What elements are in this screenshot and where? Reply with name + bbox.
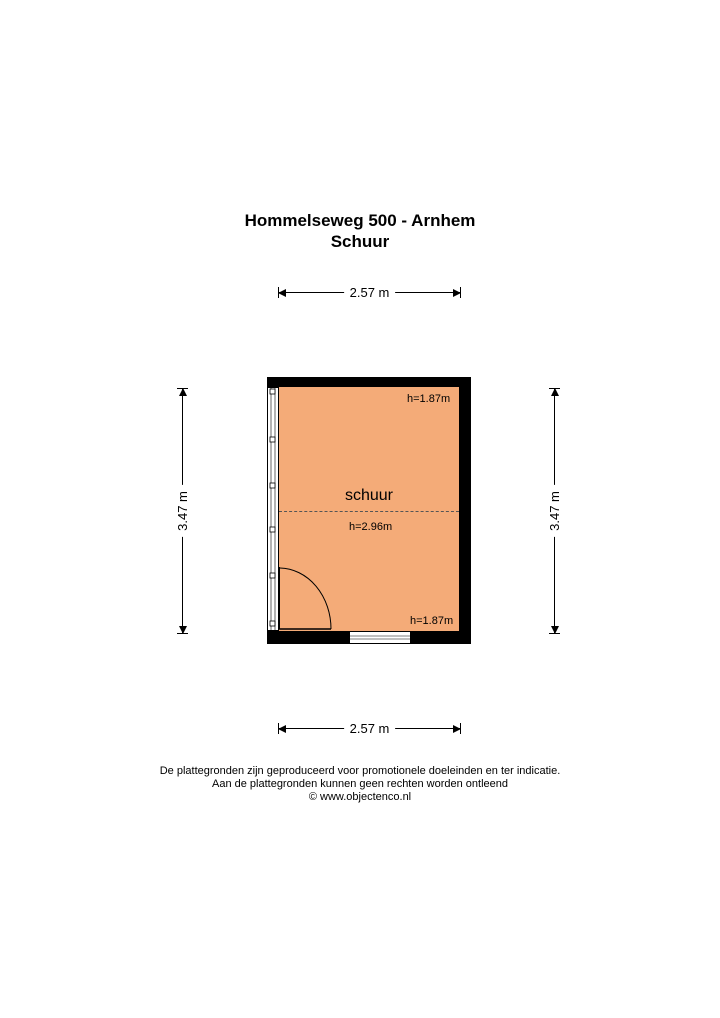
left-depth-label: 3.47 m (176, 485, 190, 537)
page-subtitle: Schuur (330, 232, 390, 251)
wall-top (267, 377, 471, 387)
right-depth-label: 3.47 m (548, 485, 562, 537)
arrow-up-icon (551, 388, 559, 396)
arrow-left-icon (278, 725, 286, 733)
window-icon (267, 387, 279, 631)
floor-plan (267, 377, 471, 644)
left-depth-dimension (176, 388, 190, 634)
copyright-line: © www.objectenco.nl (308, 791, 412, 803)
bottom-width-dimension (278, 722, 461, 736)
wall-bottom-right (411, 631, 471, 644)
arrow-up-icon (179, 388, 187, 396)
room-name: schuur (344, 487, 394, 504)
bottom-width-label: 2.57 m (344, 722, 396, 736)
disclaimer-line-1: De plattegronden zijn geproduceerd voor promotionele doeleinden en ter indicatie. (159, 765, 561, 777)
top-width-dimension (278, 286, 461, 300)
wall-right (459, 377, 471, 644)
arrow-left-icon (278, 289, 286, 297)
room-height-bottom: h=1.87m (410, 615, 454, 627)
wall-left-bottom-post (267, 631, 279, 644)
top-width-label: 2.57 m (344, 286, 396, 300)
window-icon (349, 631, 411, 644)
right-depth-dimension (548, 388, 562, 634)
door-swing-icon (279, 567, 335, 633)
room-height-top: h=1.87m (407, 393, 451, 405)
page-title: Hommelseweg 500 - Arnhem (244, 211, 476, 230)
ceiling-slope-line (279, 511, 459, 512)
disclaimer-line-2: Aan de plattegronden kunnen geen rechten worden ontleend (211, 778, 508, 790)
room-height-mid: h=2.96m (349, 521, 393, 533)
